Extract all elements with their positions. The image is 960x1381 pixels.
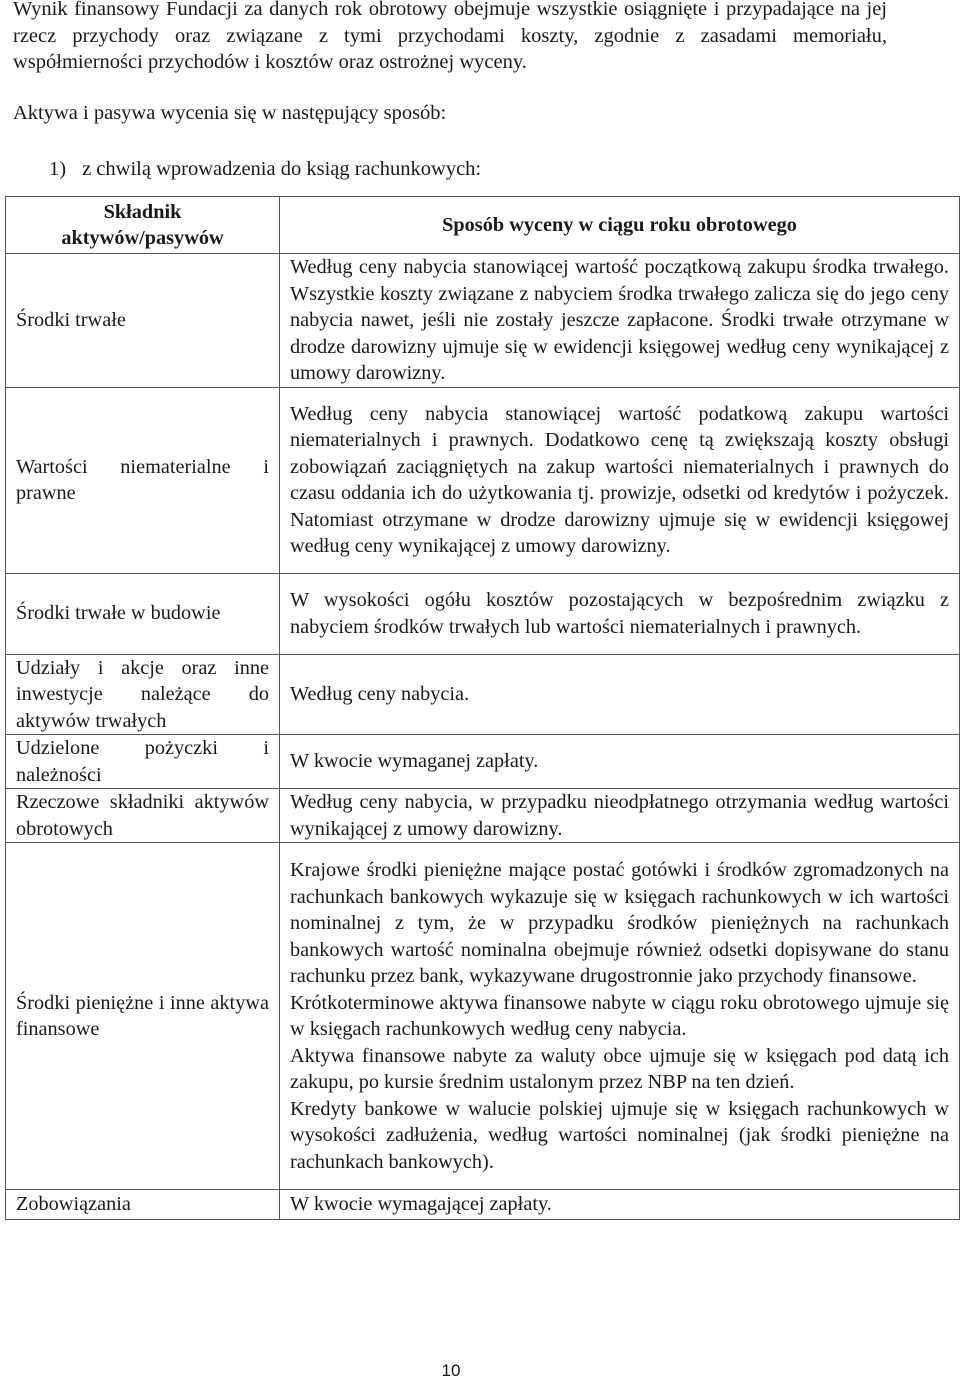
- page-number: 10: [441, 1361, 461, 1380]
- table-row: [6, 254, 960, 388]
- row-item: Zobowiązania: [6, 1190, 280, 1220]
- row-item: Środki trwałe: [6, 254, 280, 388]
- method-paragraph: W kwocie wymagającej zapłaty.: [290, 1193, 552, 1216]
- table-row: [6, 789, 960, 843]
- method-paragraph: Aktywa finansowe nabyte za waluty obce ujmuje się w księgach pod datą ich zakupu, po kursie średnim ustalonym przez NBP na ten dzień.: [290, 1044, 949, 1093]
- row-method: [280, 387, 960, 573]
- method-paragraph: W wysokości ogółu kosztów pozostających w bezpośrednim związku z nabyciem środków trwałych lub wartości niematerialnych i prawnych.: [290, 589, 949, 638]
- row-item: Rzeczowe składniki aktywów obrotowych: [6, 789, 280, 843]
- row-item: Środki pieniężne i inne aktywa finansowe: [6, 843, 280, 1190]
- row-method: [280, 1190, 960, 1220]
- method-paragraph: Krajowe środki pieniężne mające postać gotówki i środków zgromadzonych na rachunkach bankowych wykazuje się w księgach rachunkowych w ich wartości nominalnej z tym, że w przypadku środków pieniężnych na rachunkach bankowych wartość nominalna obejmuje również odsetki dopisywane do stanu rachunku przez bank, wykazywane drugostronnie jako przychody finansowe.: [290, 859, 949, 987]
- method-paragraph: Krótkoterminowe aktywa finansowe nabyte w ciągu roku obrotowego ujmuje się w księgach rachunkowych według ceny nabycia.: [290, 991, 949, 1040]
- table-row: [6, 735, 960, 789]
- row-method: [280, 843, 960, 1190]
- table-row: [6, 1190, 960, 1220]
- row-item: Środki trwałe w budowie: [6, 573, 280, 654]
- row-item: Udziały i akcje oraz inne inwestycje należące do aktywów trwałych: [6, 654, 280, 735]
- list-item-1: [49, 156, 481, 182]
- method-paragraph: Według ceny nabycia stanowiącej wartość początkową zakupu środka trwałego. Wszystkie koszty związane z nabyciem środka trwałego zalicza się do jego ceny nabycia nawet, jeśli nie zostały jeszcze zapłacone. Środki trwałe otrzymane w drodze darowizny ujmuje się w ewidencji księgowej według ceny wynikającej z umowy darowizny.: [290, 256, 949, 384]
- row-method: [280, 254, 960, 388]
- method-paragraph: Według ceny nabycia, w przypadku nieodpłatnego otrzymania według wartości wynikającej z umowy darowizny.: [290, 791, 949, 840]
- row-method: [280, 789, 960, 843]
- row-item: Wartości niematerialne i prawne: [6, 387, 280, 573]
- intro-paragraph: Wynik finansowy Fundacji za danych rok obrotowy obejmuje wszystkie osiągnięte i przypadające na jej rzecz przychody oraz związane z tymi przychodami koszty, zgodnie z zasadami memoriału, współmierności przychodów i kosztów oraz ostrożnej wyceny.: [13, 0, 887, 73]
- method-paragraph: Według ceny nabycia stanowiącej wartość podatkową zakupu wartości niematerialnych i prawnych. Dodatkowo cenę tą zwiększają koszty obsługi zobowiązań zaciągniętych na zakup wartości niematerialnych i prawnych do czasu oddania ich do użytkowania tj. prowizje, odsetki od kredytów i pożyczek. Natomiast otrzymane w drodze darowizny ujmuje się w ewidencji księgowej według ceny wynikającej z umowy darowizny.: [290, 402, 949, 557]
- table-row: [6, 654, 960, 735]
- method-intro: Aktywa i pasywa wycenia się w następujący sposób:: [13, 102, 447, 124]
- row-method: [280, 573, 960, 654]
- table-row: [6, 843, 960, 1190]
- table-row: [6, 573, 960, 654]
- list-text: z chwilą wprowadzenia do ksiąg rachunkowych:: [82, 158, 482, 180]
- valuation-table: [5, 196, 960, 1220]
- header-item: Składnik aktywów/pasywów: [6, 197, 280, 254]
- list-number: 1): [49, 158, 67, 180]
- header-method: Sposób wyceny w ciągu roku obrotowego: [280, 197, 960, 254]
- method-paragraph: Kredyty bankowe w walucie polskiej ujmuje się w księgach rachunkowych w wysokości zadłużenia, według wartości nominalnej (jak środki pieniężne na rachunkach bankowych).: [290, 1097, 949, 1173]
- row-method: [280, 735, 960, 789]
- method-paragraph: W kwocie wymaganej zapłaty.: [290, 750, 539, 773]
- table-row: [6, 387, 960, 573]
- row-item: Udzielone pożyczki i należności: [6, 735, 280, 789]
- row-method: [280, 654, 960, 735]
- method-paragraph: Według ceny nabycia.: [290, 683, 470, 705]
